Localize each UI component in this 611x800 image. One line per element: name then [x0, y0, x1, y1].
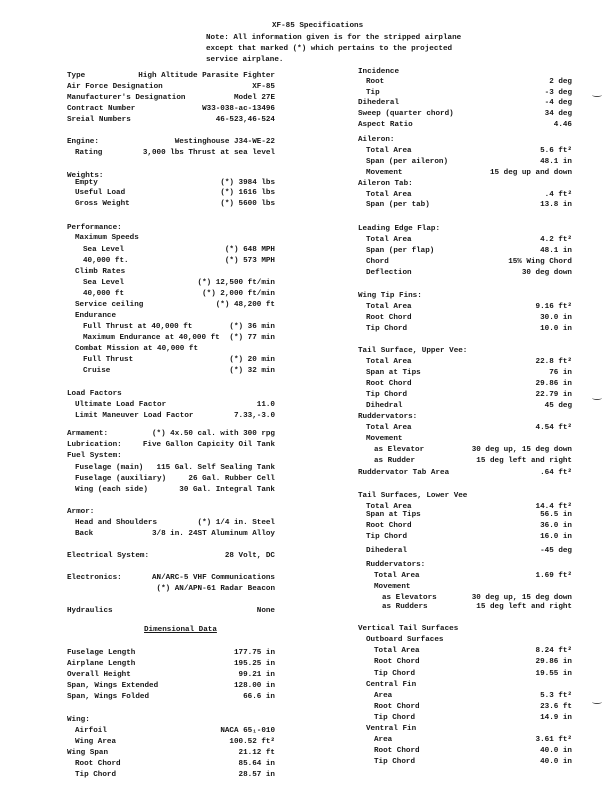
spec-value: -45 deg — [540, 547, 572, 555]
spec-value: 28 Volt, DC — [224, 552, 275, 560]
spec-value: 100.52 ft² — [229, 738, 275, 746]
spec-label: Engine: — [67, 138, 99, 146]
spec-value: 21.12 ft — [238, 749, 275, 757]
spec-label: 40,000 ft — [83, 290, 125, 298]
spec-value: 76 in — [549, 369, 572, 377]
spec-value: 4.54 ft² — [535, 424, 572, 432]
spec-label: Total Area — [374, 647, 420, 655]
spec-label: Overall Height — [67, 671, 131, 679]
spec-label: Root Chord — [366, 314, 412, 322]
spec-value: 177.75 in — [233, 649, 275, 657]
spec-label: Tip Chord — [366, 533, 408, 541]
spec-value: (*) 5600 lbs — [220, 200, 275, 208]
spec-label: Root Chord — [366, 522, 412, 530]
spec-value: 23.6 ft — [540, 703, 572, 711]
spec-value: 128.00 in — [233, 682, 275, 690]
spec-value: 3.61 ft² — [535, 736, 572, 744]
spec-value: 30.0 in — [540, 314, 572, 322]
spec-label: Movement — [366, 169, 403, 177]
spec-value: 7.33,-3.0 — [233, 412, 275, 420]
spec-label: Ruddervator Tab Area — [358, 469, 450, 477]
spec-value: High Altitude Parasite Fighter — [138, 72, 275, 80]
spec-value: 5.3 ft² — [540, 692, 572, 700]
spec-label: Span, Wings Extended — [67, 682, 159, 690]
spec-value: 2 deg — [549, 78, 572, 86]
spec-label: Endurance — [75, 312, 117, 320]
spec-label: Root Chord — [374, 747, 420, 755]
spec-value: 45 deg — [544, 402, 572, 410]
spec-label: Total Area — [366, 303, 412, 311]
spec-label: Fuselage Length — [67, 649, 136, 657]
spec-label: as Elevators — [382, 594, 437, 602]
spec-label: Aspect Ratio — [358, 121, 413, 129]
spec-label: Total Area — [366, 424, 412, 432]
spec-label: Tail Surfaces, Lower Vee — [358, 492, 468, 500]
spec-value: 10.0 in — [540, 325, 572, 333]
spec-label: Armament: — [67, 430, 109, 438]
spec-label: Span at Tips — [366, 511, 421, 519]
spec-label: Full Thrust — [83, 356, 134, 364]
spec-value: 4.46 — [553, 121, 572, 129]
spec-value: 99.21 in — [238, 671, 275, 679]
spec-value: 30 deg up, 15 deg down — [471, 594, 572, 602]
spec-label: Dihederal — [366, 547, 408, 555]
section-heading-dimensional-data: Dimensional Data — [144, 626, 217, 634]
spec-label: Aileron: — [358, 136, 395, 144]
margin-mark — [592, 93, 602, 97]
spec-value: Westinghouse J34-WE-22 — [174, 138, 275, 146]
spec-label: Area — [374, 692, 393, 700]
spec-value: 15 deg left and right — [476, 457, 572, 465]
spec-label: Span (per tab) — [366, 201, 430, 209]
spec-label: Outboard Surfaces — [366, 636, 444, 644]
spec-label: Total Area — [366, 191, 412, 199]
spec-label: Total Area — [366, 236, 412, 244]
spec-value: 40.0 in — [540, 758, 572, 766]
spec-label: as Elevator — [374, 446, 425, 454]
spec-value: W33-038-ac-13496 — [202, 105, 275, 113]
spec-label: Limit Maneuver Load Factor — [75, 412, 194, 420]
spec-value: 195.25 in — [233, 660, 275, 668]
spec-label: Fuselage (main) — [75, 464, 144, 472]
spec-label: Empty — [75, 179, 98, 187]
spec-label: Total Area — [366, 147, 412, 155]
spec-label: Deflection — [366, 269, 412, 277]
spec-value: (*) 48,200 ft — [215, 301, 275, 309]
spec-value: (*) 3984 lbs — [220, 179, 275, 187]
margin-mark — [592, 396, 602, 400]
spec-value: 5.6 ft² — [540, 147, 572, 155]
spec-label: Combat Mission at 40,000 ft — [75, 345, 199, 353]
spec-label: Lubrication: — [67, 441, 122, 449]
spec-label: Tip Chord — [366, 325, 408, 333]
spec-label: 40,000 ft. — [83, 257, 129, 265]
note-line: service airplane. — [206, 56, 284, 64]
spec-label: Maximum Speeds — [75, 234, 139, 242]
spec-value: 46-523,46-524 — [215, 116, 275, 124]
spec-label: Root Chord — [75, 760, 121, 768]
spec-label: Wing Area — [75, 738, 117, 746]
spec-label: Useful Load — [75, 189, 126, 197]
spec-value: (*) 4x.50 cal. with 300 rpg — [151, 430, 275, 438]
spec-value: 30 deg down — [521, 269, 572, 277]
spec-value: 85.64 in — [238, 760, 275, 768]
spec-value: 28.57 in — [238, 771, 275, 779]
spec-label: Central Fin — [366, 681, 417, 689]
spec-value: 66.6 in — [243, 693, 275, 701]
spec-value: 1.69 ft² — [535, 572, 572, 580]
spec-value: 29.86 in — [535, 658, 572, 666]
spec-value: 15 deg up and down — [489, 169, 572, 177]
spec-label: Hydraulics — [67, 607, 113, 615]
spec-label: Type — [67, 72, 86, 80]
spec-value: (*) 648 MPH — [224, 246, 275, 254]
spec-label: Tip Chord — [75, 771, 117, 779]
spec-label: Cruise — [83, 367, 111, 375]
spec-label: Sweep (quarter chord) — [358, 110, 454, 118]
spec-value: 14.4 ft² — [535, 503, 572, 511]
spec-label: Incidence — [358, 68, 400, 76]
spec-label: Span, Wings Folded — [67, 693, 150, 701]
spec-value: 56.5 in — [540, 511, 572, 519]
spec-value: 15% Wing Chord — [508, 258, 572, 266]
spec-value: 13.8 in — [540, 201, 572, 209]
note-line: except that marked (*) which pertains to the projected — [206, 45, 453, 53]
spec-value: 9.16 ft² — [535, 303, 572, 311]
spec-label: Root — [366, 78, 385, 86]
spec-label: Full Thrust at 40,000 ft — [83, 323, 193, 331]
spec-label: Rating — [75, 149, 103, 157]
spec-label: Sea Level — [83, 246, 125, 254]
spec-label: Tip Chord — [374, 670, 416, 678]
margin-mark — [592, 700, 602, 704]
spec-value: (*) 573 MPH — [224, 257, 275, 265]
spec-value: (*) 2,000 ft/min — [202, 290, 275, 298]
spec-value: -3 deg — [544, 89, 572, 97]
document-title: XF-85 Specifications — [272, 22, 364, 30]
spec-value: None — [256, 607, 275, 615]
spec-label: Total Area — [366, 503, 412, 511]
spec-label: Performance: — [67, 224, 122, 232]
spec-value: 30 deg up, 15 deg down — [471, 446, 572, 454]
spec-label: Sea Level — [83, 279, 125, 287]
spec-label: Climb Rates — [75, 268, 126, 276]
spec-label: Vertical Tail Surfaces — [358, 625, 459, 633]
spec-label: Root Chord — [366, 380, 412, 388]
spec-label: Span (per aileron) — [366, 158, 449, 166]
spec-label: Electronics: — [67, 574, 122, 582]
spec-label: Wing (each side) — [75, 486, 148, 494]
spec-label: Fuselage (auxiliary) — [75, 475, 167, 483]
spec-label: Dihederal — [358, 99, 400, 107]
spec-value: 34 deg — [544, 110, 572, 118]
spec-label: Tip Chord — [374, 714, 416, 722]
spec-value: NACA 65₁-010 — [220, 727, 275, 735]
spec-value: 3/8 in. 24ST Aluminum Alloy — [151, 530, 275, 538]
spec-label: Head and Shoulders — [75, 519, 158, 527]
spec-value: (*) 77 min — [229, 334, 275, 342]
spec-label: Contract Number — [67, 105, 136, 113]
spec-value: (*) 36 min — [229, 323, 275, 331]
spec-value: 29.86 in — [535, 380, 572, 388]
spec-label: Load Factors — [67, 390, 122, 398]
spec-value: AN/ARC-5 VHF Communications — [151, 574, 275, 582]
spec-label: Span (per flap) — [366, 247, 435, 255]
spec-value: -4 deg — [544, 99, 572, 107]
spec-label: Maximum Endurance at 40,000 ft — [83, 334, 220, 342]
spec-value: XF-85 — [252, 83, 275, 91]
spec-label: as Rudders — [382, 603, 428, 611]
spec-value: 11.0 — [256, 401, 275, 409]
spec-value: 8.24 ft² — [535, 647, 572, 655]
spec-label: Tip Chord — [374, 758, 416, 766]
spec-label: Tip — [366, 89, 380, 97]
spec-label: Wing: — [67, 716, 90, 724]
spec-value: 4.2 ft² — [540, 236, 572, 244]
spec-value: 30 Gal. Integral Tank — [179, 486, 275, 494]
spec-label: Fuel System: — [67, 452, 122, 460]
spec-label: Dihedral — [366, 402, 403, 410]
spec-value: 26 Gal. Rubber Cell — [188, 475, 275, 483]
spec-value: Five Gallon Capicity Oil Tank — [142, 441, 275, 449]
spec-label: Ultimate Load Factor — [75, 401, 167, 409]
spec-label: Ruddervators: — [358, 413, 418, 421]
spec-value: 14.9 in — [540, 714, 572, 722]
spec-label: Weights: — [67, 172, 104, 180]
spec-label: Airfoil — [75, 727, 107, 735]
spec-label: Ventral Fin — [366, 725, 417, 733]
spec-label: as Rudder — [374, 457, 416, 465]
spec-value: 22.8 ft² — [535, 358, 572, 366]
spec-label: Tip Chord — [366, 391, 408, 399]
note-line: Note: All information given is for the stripped airplane — [206, 34, 462, 42]
spec-label: Movement — [374, 583, 411, 591]
spec-label: Airplane Length — [67, 660, 136, 668]
spec-value: (*) 20 min — [229, 356, 275, 364]
spec-label: Tail Surface, Upper Vee: — [358, 347, 468, 355]
spec-value: 15 deg left and right — [476, 603, 572, 611]
spec-value: 36.0 in — [540, 522, 572, 530]
spec-value: Model 27E — [233, 94, 275, 102]
spec-label: Wing Span — [67, 749, 109, 757]
spec-label: Aileron Tab: — [358, 180, 413, 188]
spec-label: Total Area — [366, 358, 412, 366]
spec-label: Air Force Designation — [67, 83, 163, 91]
spec-label: Sreial Numbers — [67, 116, 131, 124]
spec-label: Root Chord — [374, 703, 420, 711]
spec-value: 40.0 in — [540, 747, 572, 755]
spec-value: 115 Gal. Self Sealing Tank — [156, 464, 275, 472]
spec-label: Ruddervators: — [366, 561, 426, 569]
spec-label: Root Chord — [374, 658, 420, 666]
spec-value: (*) 32 min — [229, 367, 275, 375]
spec-value: .64 ft² — [540, 469, 572, 477]
spec-value: 19.55 in — [535, 670, 572, 678]
spec-value: .4 ft² — [544, 191, 572, 199]
spec-label: Wing Tip Fins: — [358, 292, 422, 300]
spec-label: Area — [374, 736, 393, 744]
spec-value: 16.0 in — [540, 533, 572, 541]
spec-value: (*) 1616 lbs — [220, 189, 275, 197]
spec-label: Chord — [366, 258, 389, 266]
spec-label: Gross Weight — [75, 200, 130, 208]
spec-label: Span at Tips — [366, 369, 421, 377]
spec-value: 22.79 in — [535, 391, 572, 399]
spec-label: Total Area — [374, 572, 420, 580]
spec-value: (*) 1/4 in. Steel — [197, 519, 275, 527]
spec-label: Movement — [366, 435, 403, 443]
spec-label: Electrical System: — [67, 552, 150, 560]
spec-value: 48.1 in — [540, 158, 572, 166]
spec-value: 3,000 lbs Thrust at sea level — [142, 149, 275, 157]
spec-label: Leading Edge Flap: — [358, 225, 441, 233]
spec-label: Armor: — [67, 508, 95, 516]
spec-label: Back — [75, 530, 94, 538]
spec-value: (*) AN/APN-61 Radar Beacon — [156, 585, 275, 593]
spec-value: (*) 12,500 ft/min — [197, 279, 275, 287]
spec-label: Manufacturer's Designation — [67, 94, 186, 102]
spec-label: Service ceiling — [75, 301, 144, 309]
spec-value: 48.1 in — [540, 247, 572, 255]
